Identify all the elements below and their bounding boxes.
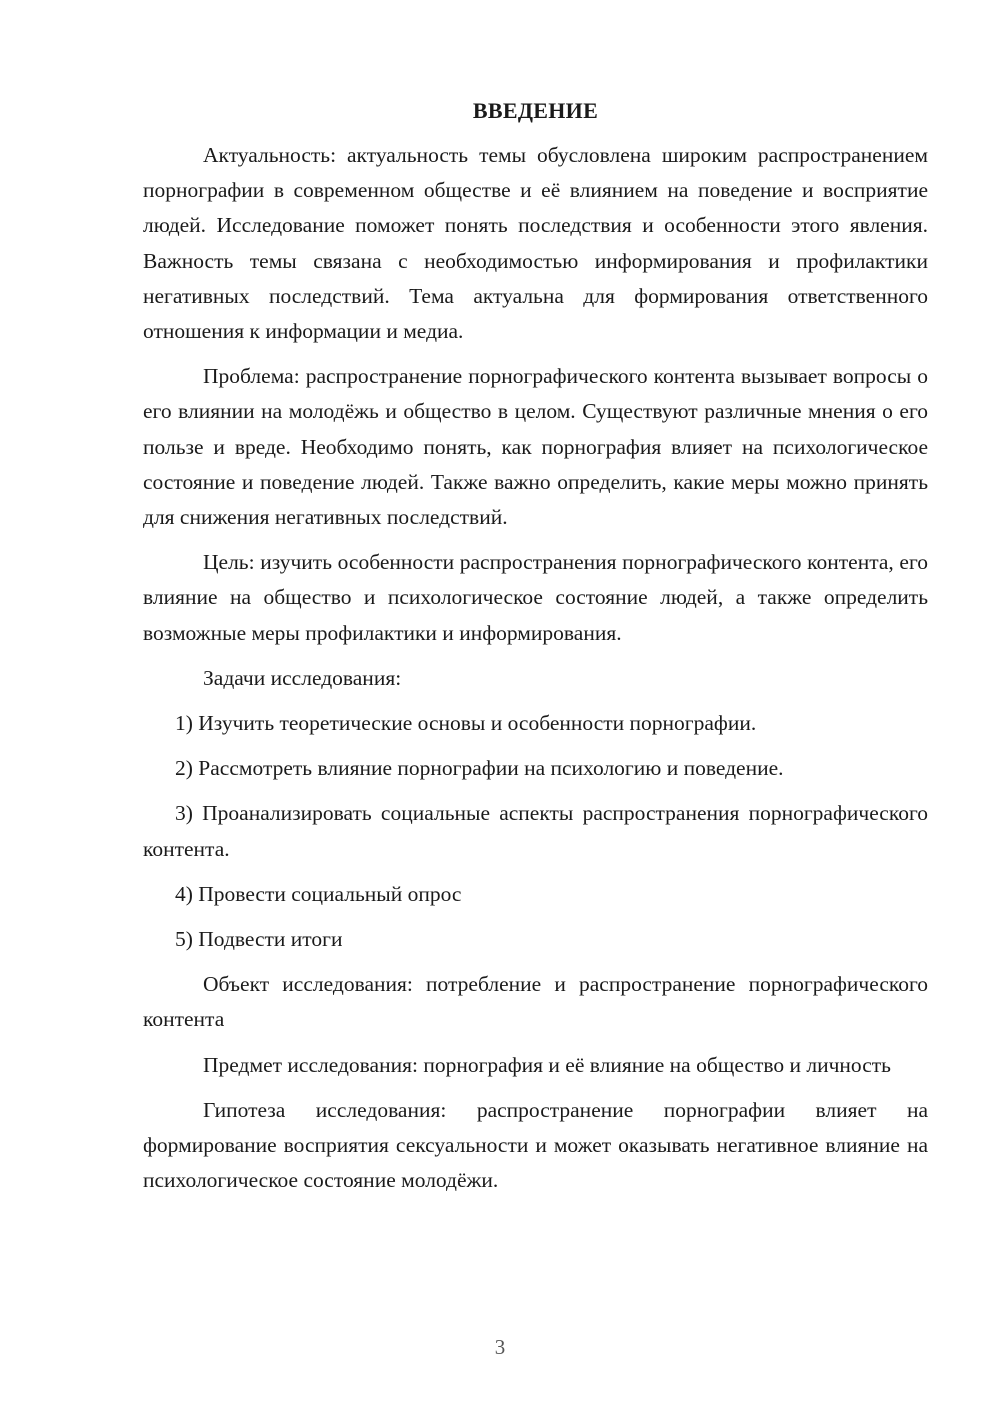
object-paragraph: Объект исследования: потребление и распространение порнографического контента <box>143 972 928 1032</box>
task-item-2: 2) Рассмотреть влияние порнографии на психологию и поведение. <box>175 756 784 781</box>
subject-paragraph: Предмет исследования: порнография и её влияние на общество и личность <box>203 1052 891 1077</box>
hypothesis-paragraph: Гипотеза исследования: распространение порнографии влияет на формирование восприятия сексуальности и может оказывать негативное влияние на психологическое состояние молодёжи. <box>143 1097 928 1193</box>
problem-paragraph: Проблема: распространение порнографического контента вызывает вопросы о его влиянии на молодёжь и общество в целом. Существуют различные мнения о его пользе и вреде. Необходимо понять, как порнография влияет на психологическое состояние и поведение людей. Также важно определить, какие меры можно принять для снижения негативных последствий. <box>143 364 928 530</box>
task-item-3: 3) Проанализировать социальные аспекты распространения порнографического контента. <box>143 801 928 861</box>
page-number: 3 <box>494 1335 506 1359</box>
page-title: ВВЕДЕНИЕ <box>472 98 599 123</box>
task-item-1: 1) Изучить теоретические основы и особенности порнографии. <box>175 711 757 736</box>
document-page <box>143 96 928 1208</box>
task-item-4: 4) Провести социальный опрос <box>175 881 462 906</box>
tasks-heading: Задачи исследования: <box>203 665 402 690</box>
goal-paragraph: Цель: изучить особенности распространения порнографического контента, его влияние на общество и психологическое состояние людей, а также определить возможные меры профилактики и информирования. <box>143 550 928 645</box>
task-item-5: 5) Подвести итоги <box>175 927 343 952</box>
relevance-paragraph: Актуальность: актуальность темы обусловлена широким распространением порнографии в современном обществе и её влиянием на поведение и восприятие людей. Исследование поможет понять последствия и особенности этого явления. Важность темы связана с необходимостью информирования и профилактики негативных последствий. Тема актуальна для формирования ответственного отношения к информации и медиа. <box>143 143 928 344</box>
